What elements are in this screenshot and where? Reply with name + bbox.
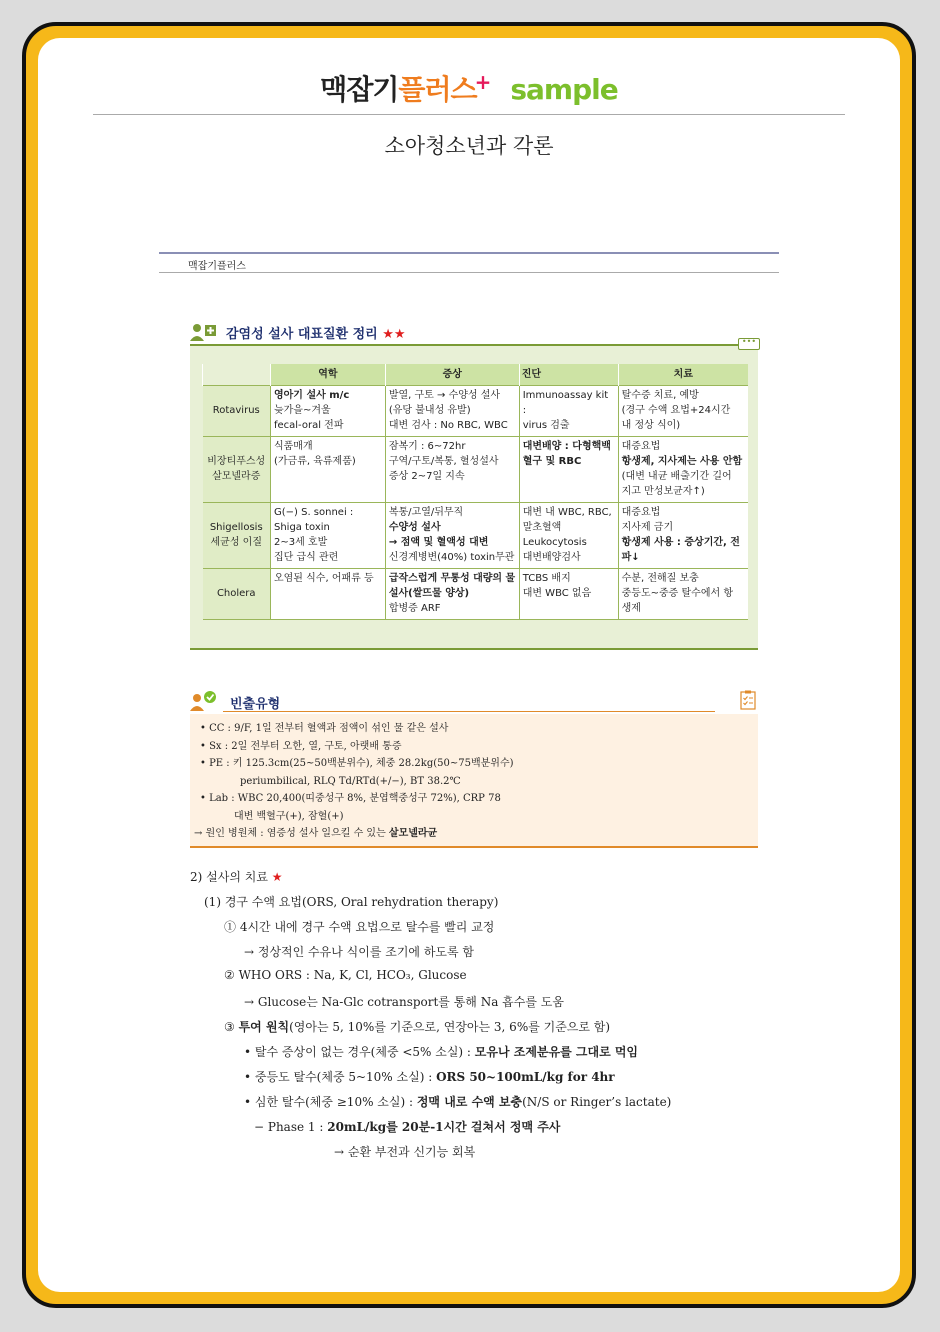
person-check-icon (190, 690, 218, 712)
body-bullet2 (244, 1068, 615, 1085)
cell-line: 수양성 설사 (388, 522, 441, 533)
bullet1-bold: 모유나 조제분유를 그대로 먹임 (474, 1045, 639, 1059)
cell-line: 집단 급식 관련 (273, 552, 339, 563)
table-cell (270, 386, 385, 437)
case-conclusion (194, 825, 762, 843)
body-phase1-arrow: → 순환 부전과 신기능 회복 (334, 1145, 476, 1159)
cell-line: fecal-oral 전파 (273, 420, 344, 431)
cell-line: 식품매개 (273, 441, 313, 452)
row-header-line: 세균성 이질 (210, 537, 262, 548)
body-item1-arrow: → 정상적인 수유나 식이를 조기에 하도록 함 (244, 945, 475, 959)
cell-line: 항생제, 지사제는 사용 안함 (621, 456, 743, 467)
item3-bold: 투여 원칙 (238, 1020, 290, 1034)
bullet3-bold: 정맥 내로 수액 보충 (416, 1095, 523, 1109)
col-header: 진단 (519, 364, 618, 386)
case-line: • Lab : WBC 20,400(띠중성구 8%, 분엽핵중성구 72%), CRP 78 (200, 793, 501, 804)
brand-sample: sample (510, 73, 618, 106)
cell-line: 오염된 식수, 어패류 등 (273, 573, 374, 584)
table-cell (270, 503, 385, 569)
cell-line: 구역/구토/복통, 혈성설사 (388, 456, 499, 467)
bullet1-text: • 탈수 증상이 없는 경우(체중 <5% 소실) : (244, 1045, 475, 1059)
cell-line: Shiga toxin (273, 522, 330, 533)
page-title: 소아청소년과 각론 (384, 134, 554, 158)
table-row (203, 569, 749, 620)
row-header-line: Shigellosis (209, 522, 263, 533)
cell-line: → 점액 및 혈액성 대변 (388, 537, 489, 548)
cell-line: 혈구 및 RBC (522, 456, 582, 467)
table-row (203, 386, 749, 437)
body-item2: ② WHO ORS : Na, K, Cl, HCO₃, Glucose (224, 968, 467, 982)
body-item2-arrow: → Glucose는 Na-Glc cotransport를 통해 Na 흡수를 도움 (244, 995, 564, 1009)
table-cell (618, 503, 748, 569)
table-cell (270, 569, 385, 620)
row-header (203, 503, 271, 569)
section1-title-text: 감염성 설사 대표질환 정리 (226, 327, 378, 342)
row-header-line: 살모넬라증 (212, 471, 261, 482)
table-cell (519, 386, 618, 437)
cell-line: 복통/고열/뒤무직 (388, 507, 464, 518)
brand-plus: + (474, 69, 491, 94)
cell-line: 신경계병변(40%) toxin무관 (388, 552, 515, 563)
section2-rule (223, 711, 715, 712)
body-bullet3 (244, 1093, 671, 1110)
table-cell (519, 437, 618, 503)
table-header-row (203, 364, 749, 386)
body-sub1: (1) 경구 수액 요법(ORS, Oral rehydration therapy) (204, 895, 499, 909)
cell-line: 2~3세 호발 (273, 537, 328, 548)
cell-line: 항생제 사용 : 증상기간, 전 (621, 537, 740, 548)
body-heading-text: 2) 설사의 치료 (190, 870, 268, 884)
person-plus-icon (190, 322, 218, 342)
brand-logo (38, 68, 900, 108)
conclusion-bold: 살모넬라균 (388, 828, 438, 839)
body-phase1 (254, 1118, 560, 1135)
table-cell (385, 569, 519, 620)
bullet3-text: • 심한 탈수(체중 ≥10% 소실) : (244, 1095, 417, 1109)
cell-line: (경구 수액 요법+24시간 (621, 405, 731, 416)
row-header (203, 569, 271, 620)
cell-line: G(−) S. sonnei : (273, 507, 354, 518)
col-header: 치료 (618, 364, 748, 386)
case-line: • Sx : 2일 전부터 오한, 열, 구토, 아랫배 통증 (200, 740, 402, 752)
section2-title: 빈출유형 (230, 697, 281, 712)
body-heading (190, 868, 283, 885)
cell-line: (대변 내균 배출기간 길어 (621, 471, 732, 482)
cell-line: Leukocytosis (522, 537, 587, 548)
cell-line: 대변배양검사 (522, 552, 581, 563)
item3-rest: (영아는 5, 10%를 기준으로, 연장아는 3, 6%를 기준으로 함) (289, 1020, 611, 1034)
brand-part1: 맥잡기 (320, 73, 399, 106)
cell-line: 잠복기 : 6~72hr (388, 441, 466, 452)
checklist-icon (740, 690, 756, 710)
page-sheet (38, 38, 900, 1292)
table-cell (385, 386, 519, 437)
table-cell (519, 503, 618, 569)
cell-line: 탈수증 치료, 예방 (621, 390, 699, 401)
bullet2-text: • 중등도 탈수(체중 5~10% 소실) : (244, 1070, 437, 1084)
table-cell (385, 437, 519, 503)
cell-line: 대변 내 WBC, RBC, (522, 507, 612, 518)
row-header-line: Rotavirus (212, 405, 260, 416)
cell-line: (가금류, 육류제품) (273, 456, 356, 467)
cell-line: TCBS 배지 (522, 573, 571, 584)
brand-part2: 플러스 (398, 73, 477, 106)
table-row (203, 437, 749, 503)
more-dots-icon: ••• (738, 338, 760, 350)
header-label: 맥잡기플러스 (188, 261, 246, 272)
top-divider (93, 114, 845, 115)
body-item3 (224, 1018, 610, 1035)
case-line: periumbilical, RLQ Td/RTd(+/−), BT 38.2℃ (240, 775, 461, 787)
row-header (203, 437, 271, 503)
body-bullet1 (244, 1043, 638, 1060)
body-item1: ① 4시간 내에 경구 수액 요법으로 탈수를 빨리 교정 (224, 920, 495, 934)
cell-line: (유당 불내성 유발) (388, 405, 471, 416)
cell-line: 중등도~중증 탈수에서 항 (621, 588, 733, 599)
star-icon: ★ (271, 870, 283, 884)
bullet2-bold: ORS 50~100mL/kg for 4hr (436, 1070, 615, 1084)
cell-line: 생제 (621, 603, 641, 614)
header-rule-top (159, 252, 779, 254)
table-cell (618, 569, 748, 620)
table-header-blank (203, 364, 271, 386)
cell-line: 파↓ (621, 552, 640, 563)
conclusion-text: → 원인 병원체 : 염증성 설사 일으킬 수 있는 (194, 828, 389, 839)
star-icon: ★★ (382, 327, 406, 342)
cell-line: 내 정상 식이) (621, 420, 681, 431)
table-cell (618, 437, 748, 503)
row-header (203, 386, 271, 437)
section2-box (190, 714, 758, 848)
section1-title (226, 323, 406, 342)
col-header: 증상 (385, 364, 519, 386)
table-cell (519, 569, 618, 620)
disease-table (202, 364, 748, 620)
page-frame (22, 22, 916, 1308)
item3-prefix: ③ (224, 1020, 239, 1034)
cell-line: virus 검출 (522, 420, 570, 431)
phase1-bold: 20mL/kg를 20분-1시간 걸쳐서 정맥 주사 (327, 1120, 561, 1134)
cell-line: 지사제 금기 (621, 522, 674, 533)
cell-line: 발열, 구토 → 수양성 설사 (388, 390, 501, 401)
cell-line: 설사(쌀뜨물 양상) (388, 588, 470, 599)
col-header: 역학 (270, 364, 385, 386)
cell-line: 늦가을~겨울 (273, 405, 331, 416)
table-cell (385, 503, 519, 569)
cell-line: Immunoassay kit : (522, 390, 609, 416)
cell-line: 증상 2~7일 지속 (388, 471, 465, 482)
cell-line: 대변 검사 : No RBC, WBC (388, 420, 508, 431)
cell-line: 급작스럽게 무통성 대량의 물 (388, 573, 516, 584)
cell-line: 합병증 ARF (388, 603, 441, 614)
header-rule-bottom (159, 272, 779, 273)
cell-line: 대증요법 (621, 441, 661, 452)
cell-line: 대증요법 (621, 507, 661, 518)
cell-line: 수분, 전해질 보충 (621, 573, 699, 584)
row-header-line: 비장티푸스성 (207, 456, 266, 467)
cell-line: 영아기 설사 m/c (273, 390, 350, 401)
cell-line: 대변 WBC 없음 (522, 588, 592, 599)
cell-line: 대변배양 : 다형핵백 (522, 441, 611, 452)
case-line: • CC : 9/F, 1일 전부터 혈액과 점액이 섞인 물 같은 설사 (200, 723, 449, 734)
cell-line: 지고 만성보균자↑) (621, 486, 705, 497)
cell-line: 말초혈액 (522, 522, 562, 533)
phase1-text: − Phase 1 : (254, 1120, 328, 1134)
table-cell (270, 437, 385, 503)
row-header-line: Cholera (216, 588, 256, 599)
bullet3-rest: (N/S or Ringer’s lactate) (522, 1095, 672, 1109)
table-row (203, 503, 749, 569)
section1-box (190, 337, 758, 650)
case-line: 대변 백혈구(+), 잠혈(+) (234, 810, 344, 822)
case-line: • PE : 키 125.3cm(25~50백분위수), 체중 28.2kg(50~75백분위수) (200, 758, 514, 769)
table-cell (618, 386, 748, 437)
